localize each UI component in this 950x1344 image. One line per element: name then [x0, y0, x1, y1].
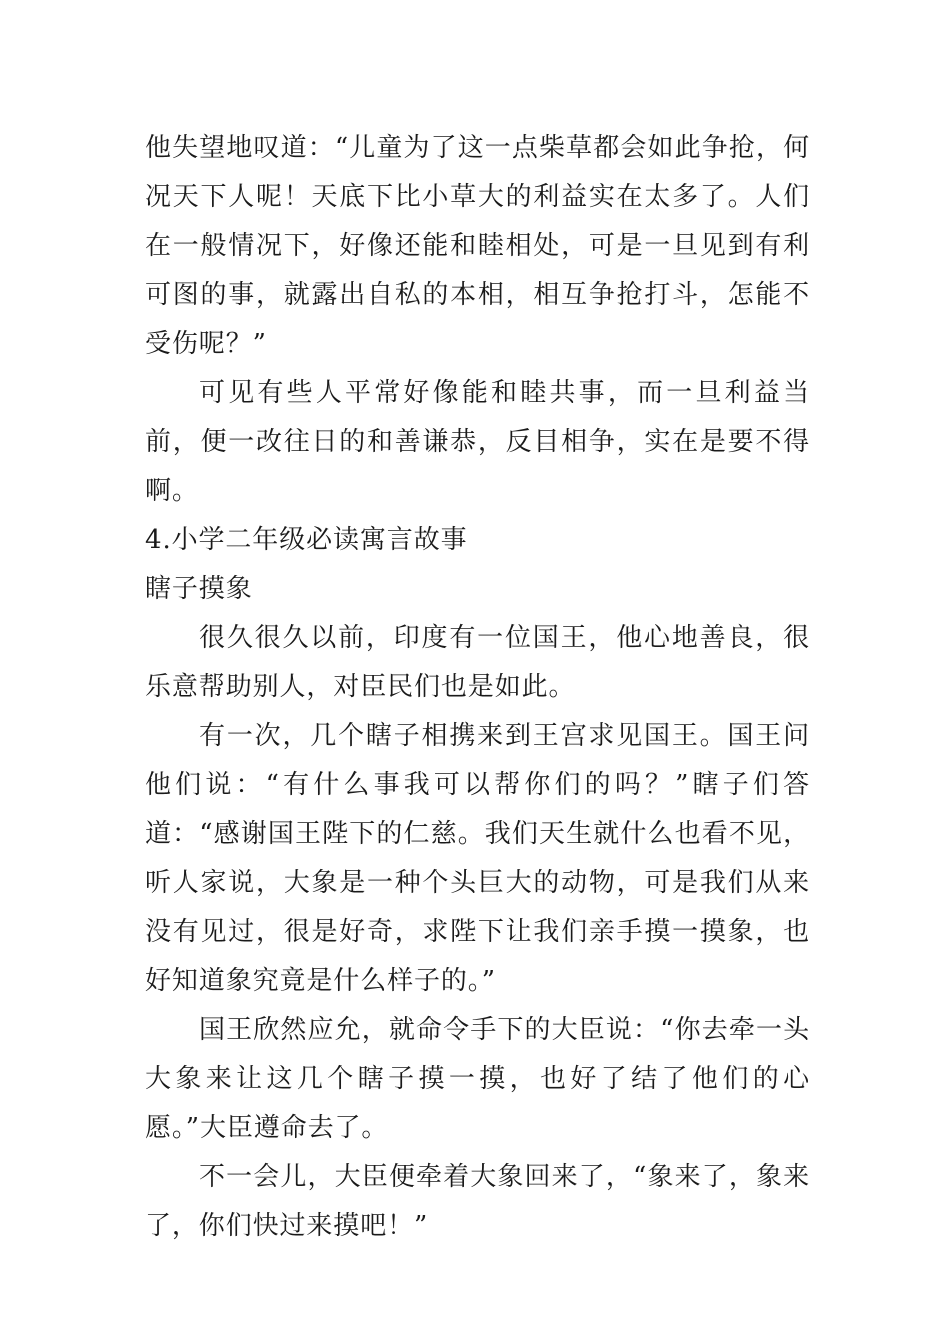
paragraph-continuation: 他失望地叹道：“儿童为了这一点柴草都会如此争抢，何况天下人呢！天底下比小草大的利益实在太多了。人们在一般情况下，好像还能和睦相处，可是一旦见到有利可图的事，就露出自私的本相，相互争抢打斗，怎能不受伤呢？”	[145, 133, 810, 359]
story-paragraph: 国王欣然应允，就命令手下的大臣说：“你去牵一头大象来让这几个瞎子摸一摸，也好了结了他们的心愿。”大臣遵命去了。	[145, 1015, 810, 1143]
story-paragraph: 有一次，几个瞎子相携来到王宫求见国王。国王问他们说：“有什么事我可以帮你们的吗？”瞎子们答道：“感谢国王陛下的仁慈。我们天生就什么也看不见，听人家说，大象是一种个头巨大的动物，可是我们从来没有见过，很是好奇，求陛下让我们亲手摸一摸象，也好知道象究竟是什么样子的。”	[145, 721, 810, 996]
section-heading: 4.小学二年级必读寓言故事	[145, 525, 468, 555]
story-paragraph: 很久很久以前，印度有一位国王，他心地善良，很乐意帮助别人，对臣民们也是如此。	[145, 623, 810, 702]
document-body	[145, 124, 810, 1251]
story-title: 瞎子摸象	[145, 574, 253, 604]
story-paragraph: 不一会儿，大臣便牵着大象回来了，“象来了，象来了，你们快过来摸吧！”	[145, 1162, 810, 1241]
paragraph-moral: 可见有些人平常好像能和睦共事，而一旦利益当前，便一改往日的和善谦恭，反目相争，实在是要不得啊。	[145, 378, 810, 506]
